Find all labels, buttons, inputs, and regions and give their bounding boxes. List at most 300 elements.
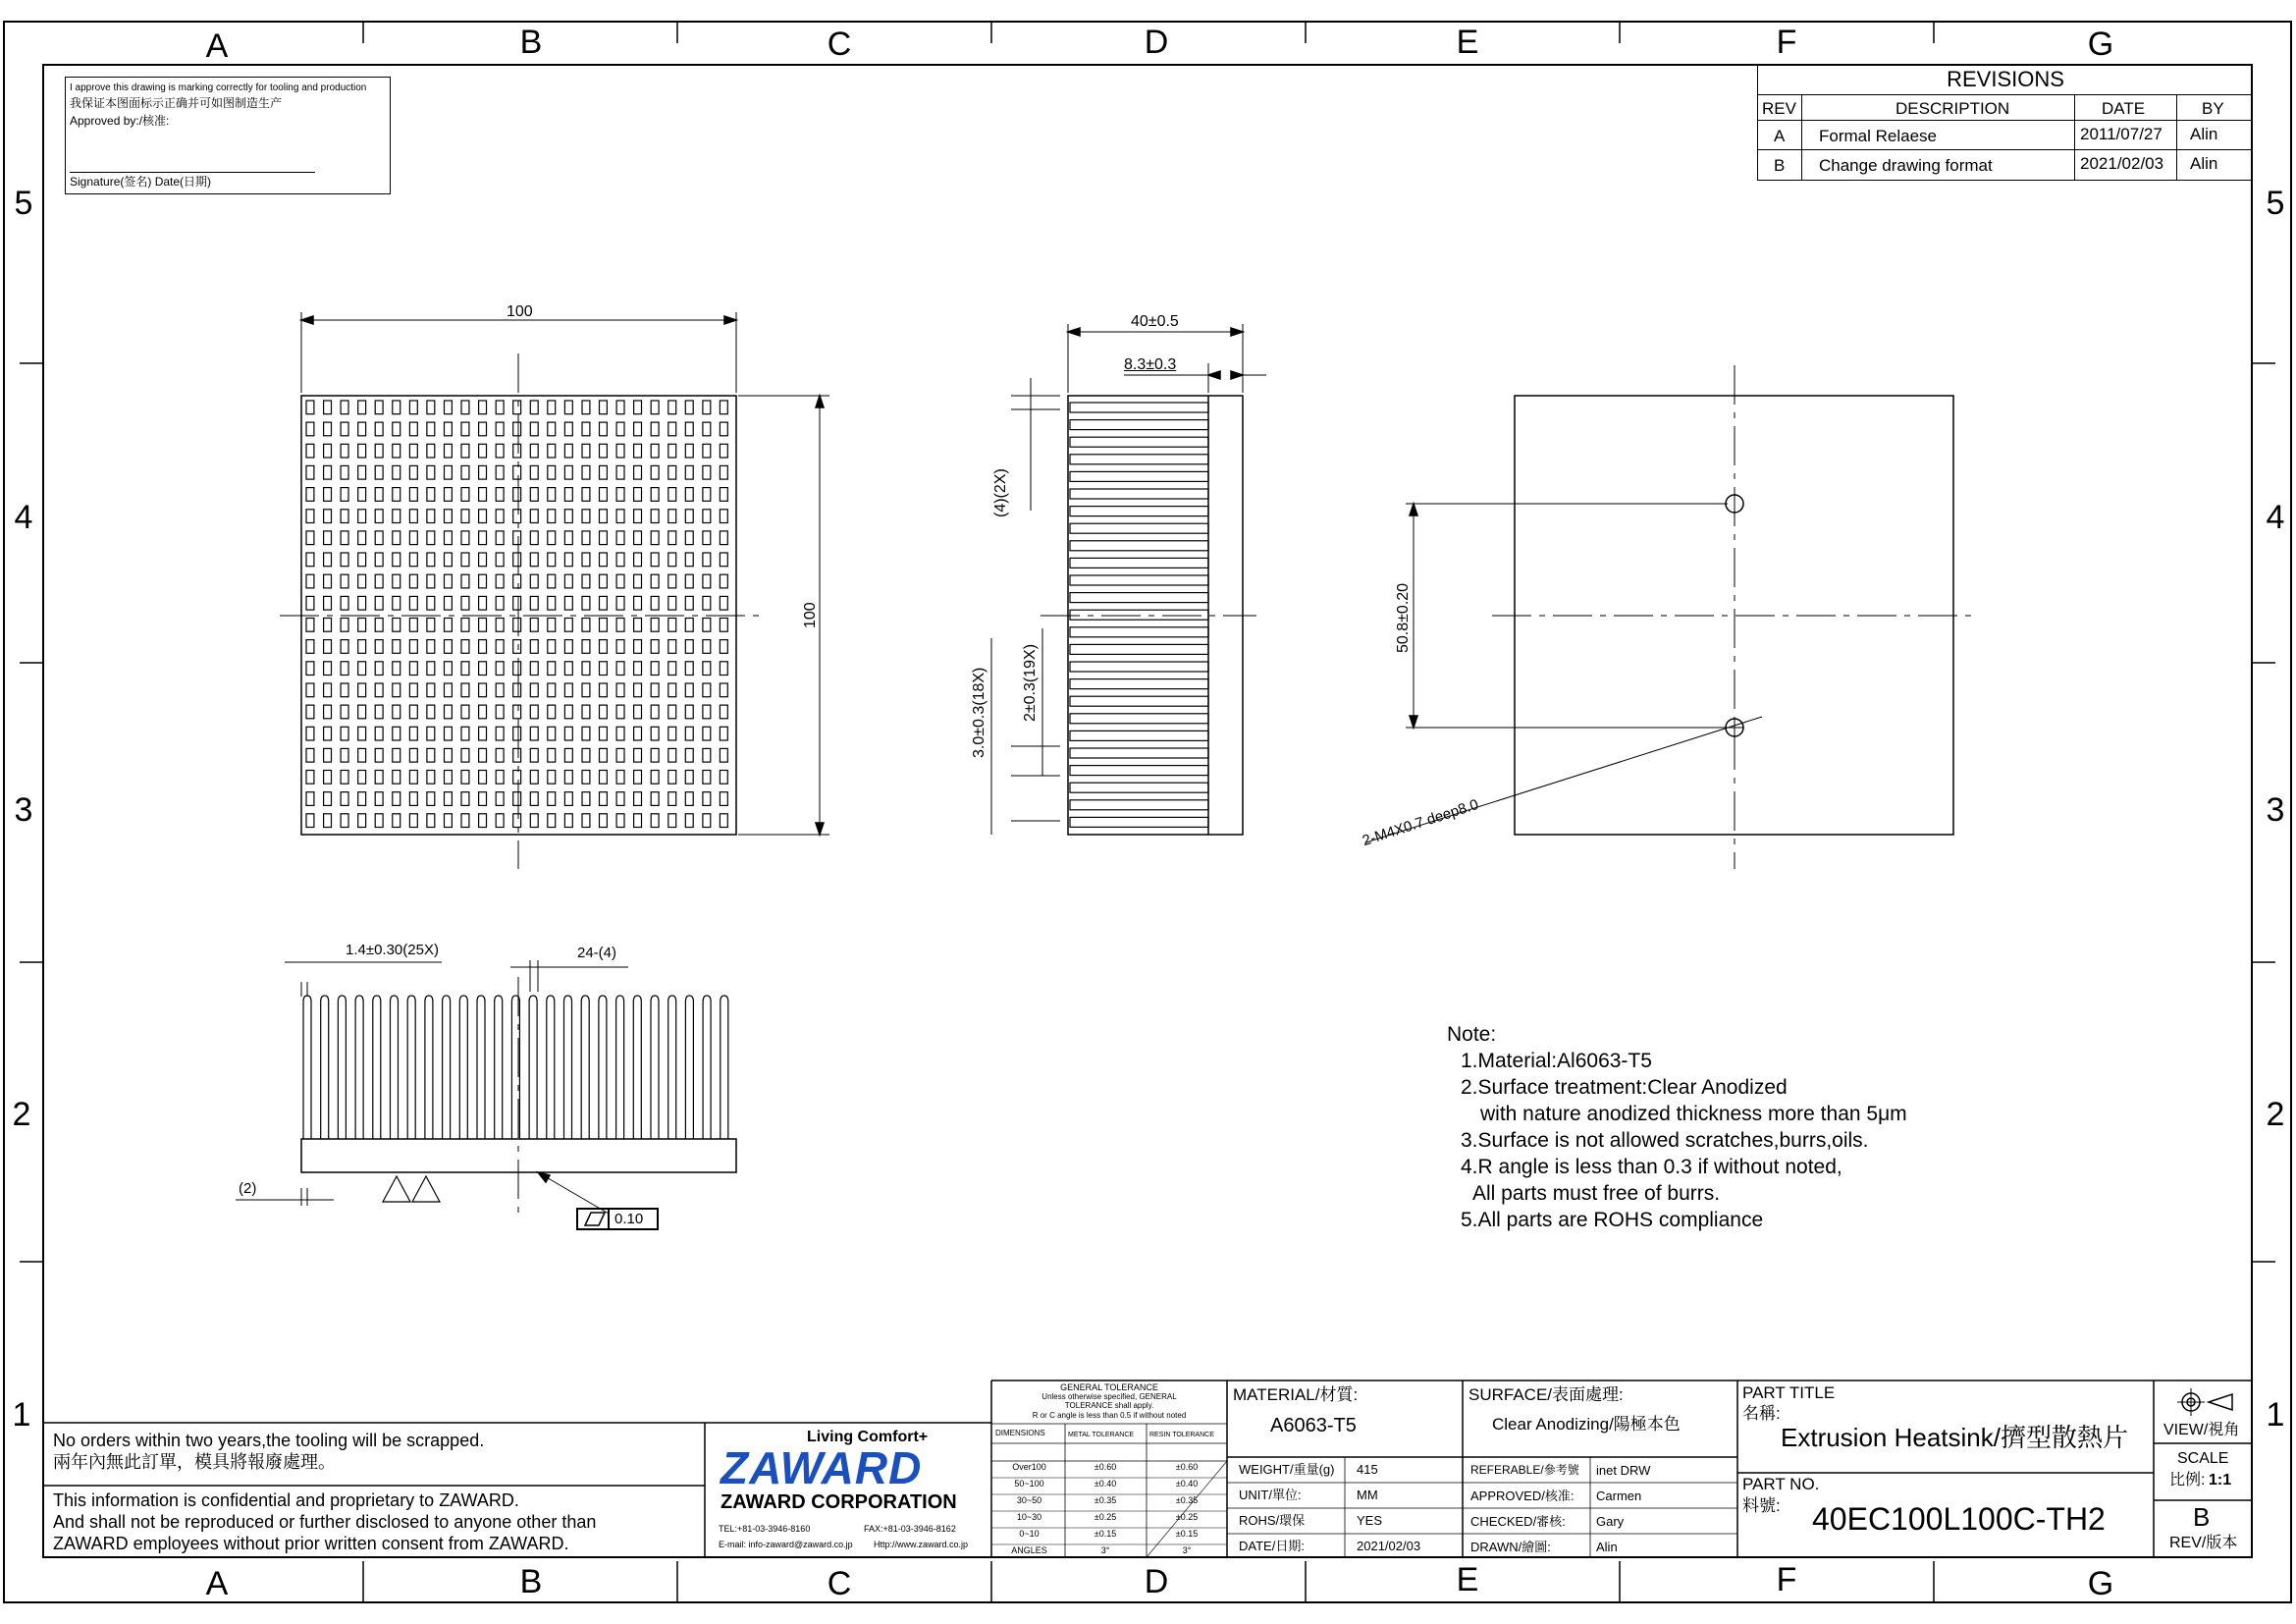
- fin-pin: [616, 401, 624, 414]
- scale-label: SCALE: [2177, 1450, 2229, 1467]
- fin-pin: [600, 748, 608, 762]
- fin-pin: [461, 510, 469, 523]
- fin-pin: [668, 683, 676, 697]
- fin-pin: [461, 640, 469, 654]
- fin-pin: [668, 596, 676, 610]
- fin-pin: [548, 683, 556, 697]
- dim-top-width: 100: [507, 303, 533, 320]
- fin-pin: [616, 792, 624, 806]
- zone-col-d-bottom: D: [1144, 1563, 1169, 1600]
- fin-pin: [651, 510, 659, 523]
- fin-pin: [306, 792, 314, 806]
- fin-pin: [651, 640, 659, 654]
- fin-pin: [341, 640, 348, 654]
- front-fin: [425, 996, 433, 1139]
- fin-pin: [548, 465, 556, 479]
- fin-pin: [358, 488, 366, 502]
- fin-pin: [651, 553, 659, 567]
- front-fin: [616, 996, 624, 1139]
- fin-pin: [324, 814, 332, 828]
- fin-pin: [306, 596, 314, 610]
- fin-pin: [306, 662, 314, 676]
- company-name: ZAWARD CORPORATION: [721, 1491, 957, 1513]
- fin-pin: [582, 422, 590, 436]
- fin-pin: [306, 510, 314, 523]
- fin-pin: [358, 553, 366, 567]
- front-fin: [495, 996, 503, 1139]
- fin-pin: [582, 683, 590, 697]
- fin-pin: [530, 401, 538, 414]
- fin-pin: [375, 619, 383, 632]
- fin-pin: [306, 422, 314, 436]
- fin-pin: [703, 640, 711, 654]
- company-slogan: Living Comfort+: [807, 1429, 929, 1445]
- fin-pin: [668, 748, 676, 762]
- fin-pin: [548, 705, 556, 719]
- fin-pin: [685, 792, 693, 806]
- fin-pin: [564, 814, 572, 828]
- fin-pin: [530, 662, 538, 676]
- side-fin: [1070, 783, 1208, 792]
- fin-pin: [358, 465, 366, 479]
- fin-pin: [427, 683, 435, 697]
- fin-pin: [530, 771, 538, 785]
- fin-pin: [513, 422, 521, 436]
- fin-pin: [600, 531, 608, 545]
- fin-pin: [324, 640, 332, 654]
- fin-pin: [616, 553, 624, 567]
- front-fin: [443, 996, 451, 1139]
- fin-pin: [564, 727, 572, 740]
- fin-pin: [461, 444, 469, 458]
- fin-pin: [409, 574, 417, 588]
- rev-label: REV/版本: [2169, 1535, 2238, 1551]
- fin-pin: [393, 748, 400, 762]
- tooling-notice-en: No orders within two years,the tooling will be scrapped.: [53, 1431, 485, 1450]
- fin-pin: [703, 574, 711, 588]
- fin-pin: [393, 619, 400, 632]
- fin-pin: [582, 510, 590, 523]
- fin-pin: [703, 619, 711, 632]
- fin-pin: [720, 531, 727, 545]
- zone-row-1: 1: [12, 1396, 31, 1434]
- fin-pin: [306, 465, 314, 479]
- fin-pin: [358, 705, 366, 719]
- fin-pin: [582, 792, 590, 806]
- fin-pin: [341, 619, 348, 632]
- fin-pin: [668, 553, 676, 567]
- fin-pin: [703, 531, 711, 545]
- referable-label: REFERABLE/參考號: [1470, 1463, 1579, 1477]
- fin-pin: [427, 619, 435, 632]
- side-fin: [1070, 489, 1208, 499]
- fin-pin: [393, 727, 400, 740]
- fin-pin: [496, 553, 504, 567]
- fin-pin: [634, 422, 642, 436]
- fin-pin: [651, 619, 659, 632]
- fin-pin: [600, 401, 608, 414]
- side-fin: [1070, 627, 1208, 637]
- fin-pin: [548, 814, 556, 828]
- fin-pin: [496, 444, 504, 458]
- fin-pin: [358, 792, 366, 806]
- fin-pin: [634, 683, 642, 697]
- zone-row-2: 2: [12, 1096, 31, 1133]
- fin-pin: [582, 619, 590, 632]
- front-fin: [651, 996, 659, 1139]
- fin-pin: [409, 510, 417, 523]
- fin-pin: [685, 488, 693, 502]
- fin-pin: [306, 488, 314, 502]
- fin-pin: [306, 574, 314, 588]
- fin-pin: [393, 705, 400, 719]
- tolerance-cell: 50~100: [1014, 1479, 1044, 1489]
- fin-pin: [358, 771, 366, 785]
- fin-pin: [651, 596, 659, 610]
- fin-pin: [564, 574, 572, 588]
- front-view: [236, 960, 736, 1214]
- fin-pin: [375, 574, 383, 588]
- fin-pin: [479, 748, 487, 762]
- fin-pin: [479, 531, 487, 545]
- fin-pin: [616, 465, 624, 479]
- fin-pin: [393, 553, 400, 567]
- zone-col-a-bottom: A: [205, 1565, 229, 1602]
- fin-pin: [393, 465, 400, 479]
- front-fin: [529, 996, 537, 1139]
- fin-pin: [720, 574, 727, 588]
- fin-pin: [341, 596, 348, 610]
- zone-row-5: 5: [14, 185, 33, 222]
- fin-pin: [306, 444, 314, 458]
- fin-pin: [513, 748, 521, 762]
- fin-pin: [479, 553, 487, 567]
- fin-pin: [582, 705, 590, 719]
- tolerance-sub2: TOLERANCE shall apply.: [1064, 1401, 1154, 1410]
- fin-pin: [634, 401, 642, 414]
- fin-pin: [324, 574, 332, 588]
- note-line-2: 2.Surface treatment:Clear Anodized: [1461, 1076, 1788, 1099]
- fin-pin: [685, 705, 693, 719]
- fin-pin: [479, 662, 487, 676]
- fin-pin: [616, 640, 624, 654]
- fin-pin: [427, 771, 435, 785]
- fin-pin: [324, 444, 332, 458]
- fin-pin: [582, 401, 590, 414]
- rev-b-description: Change drawing format: [1819, 156, 1993, 175]
- zone-row-1-right: 1: [2266, 1396, 2285, 1434]
- fin-pin: [445, 553, 453, 567]
- fin-pin: [393, 444, 400, 458]
- fin-pin: [651, 727, 659, 740]
- fin-pin: [703, 465, 711, 479]
- fin-pin: [616, 748, 624, 762]
- fin-pin: [703, 596, 711, 610]
- fin-pin: [703, 401, 711, 414]
- fin-pin: [409, 748, 417, 762]
- fin-pin: [445, 683, 453, 697]
- fin-pin: [668, 401, 676, 414]
- fin-pin: [548, 748, 556, 762]
- fin-pin: [409, 596, 417, 610]
- fin-pin: [479, 401, 487, 414]
- unit-label: UNIT/單位:: [1239, 1488, 1302, 1502]
- part-title-value: Extrusion Heatsink/擠型散熱片: [1781, 1423, 2128, 1452]
- fin-pin: [445, 792, 453, 806]
- fin-pin: [668, 619, 676, 632]
- fin-pin: [306, 553, 314, 567]
- fin-pin: [427, 488, 435, 502]
- side-fin: [1070, 523, 1208, 533]
- front-fin: [321, 996, 329, 1139]
- fin-pin: [668, 792, 676, 806]
- front-fin: [373, 996, 381, 1139]
- fin-pin: [341, 444, 348, 458]
- fin-pin: [324, 792, 332, 806]
- fin-pin: [461, 792, 469, 806]
- fin-pin: [720, 705, 727, 719]
- tolerance-cell: 3°: [1182, 1545, 1192, 1555]
- fin-pin: [445, 574, 453, 588]
- fin-pin: [409, 488, 417, 502]
- tolerance-cell: ±0.60: [1175, 1462, 1199, 1472]
- tolerance-cell: Over100: [1012, 1462, 1046, 1472]
- side-fin: [1070, 714, 1208, 724]
- fin-pin: [375, 792, 383, 806]
- fin-pin: [600, 814, 608, 828]
- fin-pin: [530, 705, 538, 719]
- fin-pin: [393, 401, 400, 414]
- fin-pin: [513, 727, 521, 740]
- fin-pin: [513, 792, 521, 806]
- zone-row-4-right: 4: [2266, 499, 2285, 536]
- rev-a-rev: A: [1774, 127, 1786, 145]
- fin-pin: [530, 683, 538, 697]
- fin-pin: [668, 465, 676, 479]
- side-fin: [1070, 593, 1208, 603]
- fin-pin: [496, 488, 504, 502]
- fin-pin: [479, 422, 487, 436]
- fin-pin: [461, 401, 469, 414]
- fin-pin: [358, 401, 366, 414]
- fin-pin: [461, 748, 469, 762]
- tolerance-cell: ±0.40: [1094, 1479, 1117, 1489]
- fin-pin: [582, 531, 590, 545]
- note-line-6: All parts must free of burrs.: [1472, 1182, 1721, 1205]
- fin-pin: [479, 596, 487, 610]
- fin-pin: [720, 444, 727, 458]
- zone-row-3-right: 3: [2266, 791, 2285, 829]
- fin-pin: [461, 727, 469, 740]
- revisions-table: [1757, 65, 2252, 181]
- fin-pin: [548, 640, 556, 654]
- dim-side-end: (4)(2X): [992, 468, 1009, 517]
- zone-col-d: D: [1144, 24, 1169, 61]
- fin-pin: [479, 771, 487, 785]
- fin-pin: [375, 553, 383, 567]
- fin-pin: [427, 574, 435, 588]
- fin-pin: [651, 444, 659, 458]
- fin-pin: [341, 465, 348, 479]
- fin-pin: [393, 596, 400, 610]
- side-fin: [1070, 471, 1208, 481]
- front-fin: [477, 996, 485, 1139]
- fin-pin: [685, 748, 693, 762]
- fin-pin: [685, 727, 693, 740]
- fin-pin: [548, 422, 556, 436]
- fin-pin: [703, 488, 711, 502]
- material-value: A6063-T5: [1270, 1415, 1357, 1436]
- fin-pin: [409, 792, 417, 806]
- fin-pin: [685, 619, 693, 632]
- fin-pin: [616, 596, 624, 610]
- fin-pin: [634, 531, 642, 545]
- fin-pin: [720, 422, 727, 436]
- fin-pin: [616, 705, 624, 719]
- fin-pin: [513, 683, 521, 697]
- fin-pin: [703, 444, 711, 458]
- fin-pin: [461, 596, 469, 610]
- fin-pin: [720, 683, 727, 697]
- fin-pin: [445, 662, 453, 676]
- fin-pin: [375, 727, 383, 740]
- tolerance-cell: ±0.15: [1094, 1529, 1117, 1539]
- fin-pin: [703, 748, 711, 762]
- tolerance-cell: ANGLES: [1011, 1545, 1047, 1555]
- approved-value: Carmen: [1596, 1489, 1642, 1503]
- fin-pin: [548, 619, 556, 632]
- fin-pin: [375, 596, 383, 610]
- dim-hole-callout: 2-M4X0.7 deep8.0: [1360, 795, 1481, 850]
- fin-pin: [720, 662, 727, 676]
- approval-line2: 我保证本图面标示正确并可如图制造生产: [70, 96, 283, 110]
- fin-pin: [600, 727, 608, 740]
- fin-pin: [668, 705, 676, 719]
- fin-pin: [600, 705, 608, 719]
- rev-b-by: Alin: [2190, 154, 2218, 173]
- fin-pin: [703, 662, 711, 676]
- zone-col-b-bottom: B: [519, 1563, 543, 1600]
- fin-pin: [358, 748, 366, 762]
- fin-pin: [651, 705, 659, 719]
- fin-pin: [548, 574, 556, 588]
- zone-col-b: B: [519, 24, 543, 61]
- fin-pin: [479, 574, 487, 588]
- fin-pin: [582, 596, 590, 610]
- fin-pin: [324, 596, 332, 610]
- zone-col-g: G: [2087, 26, 2114, 63]
- fin-pin: [324, 771, 332, 785]
- front-fin: [668, 996, 676, 1139]
- fin-pin: [703, 422, 711, 436]
- zone-row-2-right: 2: [2266, 1096, 2285, 1133]
- fin-pin: [668, 640, 676, 654]
- fin-pin: [600, 683, 608, 697]
- approval-line3: Approved by:/核准:: [70, 114, 170, 128]
- notes-title: Note:: [1447, 1023, 1497, 1046]
- fin-pin: [427, 444, 435, 458]
- fin-pin: [530, 510, 538, 523]
- notes: [1447, 1021, 1907, 1233]
- fin-pin: [703, 553, 711, 567]
- front-fin: [599, 996, 607, 1139]
- fin-pin: [530, 727, 538, 740]
- fin-pin: [582, 574, 590, 588]
- fin-pin: [375, 814, 383, 828]
- fin-pin: [341, 553, 348, 567]
- fin-pin: [358, 727, 366, 740]
- fin-pin: [582, 814, 590, 828]
- fin-pin: [461, 662, 469, 676]
- tolerance-cell: ±0.25: [1175, 1512, 1199, 1522]
- fin-pin: [324, 553, 332, 567]
- fin-pin: [306, 683, 314, 697]
- fin-pin: [703, 727, 711, 740]
- fin-pin: [461, 705, 469, 719]
- fin-pin: [409, 640, 417, 654]
- surface-value: Clear Anodizing/陽極本色: [1492, 1415, 1681, 1434]
- fin-pin: [445, 727, 453, 740]
- fin-pin: [496, 748, 504, 762]
- fin-pin: [513, 771, 521, 785]
- fin-pin: [375, 705, 383, 719]
- dim-fin-gap: 24-(4): [577, 945, 617, 961]
- fin-pin: [564, 771, 572, 785]
- rev-a-by: Alin: [2190, 125, 2218, 143]
- fin-pin: [324, 422, 332, 436]
- fin-pin: [513, 596, 521, 610]
- tolerance-cell: ±0.60: [1094, 1462, 1117, 1472]
- fin-pin: [393, 792, 400, 806]
- company-logo: ZAWARD: [721, 1442, 923, 1493]
- fin-pin: [634, 510, 642, 523]
- fin-pin: [634, 488, 642, 502]
- fin-pin: [375, 465, 383, 479]
- fin-pin: [496, 792, 504, 806]
- side-fin: [1070, 437, 1208, 447]
- side-fin: [1070, 696, 1208, 706]
- fin-pin: [496, 596, 504, 610]
- front-fin: [547, 996, 555, 1139]
- fin-pin: [651, 401, 659, 414]
- fin-pin: [685, 814, 693, 828]
- fin-pin: [393, 771, 400, 785]
- fin-pin: [530, 596, 538, 610]
- fin-pin: [600, 792, 608, 806]
- tolerance-cell: 10~30: [1016, 1512, 1042, 1522]
- fin-pin: [651, 814, 659, 828]
- fin-pin: [582, 748, 590, 762]
- revisions-title: REVISIONS: [1947, 67, 2064, 91]
- date-label: DATE/日期:: [1239, 1539, 1305, 1553]
- fin-pin: [409, 531, 417, 545]
- dim-top-height: 100: [802, 602, 819, 628]
- top-view: [280, 312, 829, 869]
- note-line-1: 1.Material:Al6063-T5: [1461, 1050, 1652, 1072]
- tolerance-title: GENERAL TOLERANCE: [1060, 1382, 1158, 1392]
- fin-pin: [358, 814, 366, 828]
- fin-pin: [427, 748, 435, 762]
- fin-pin: [651, 488, 659, 502]
- front-fin: [338, 996, 346, 1139]
- fin-pin: [427, 465, 435, 479]
- fin-pin: [393, 814, 400, 828]
- fin-pin: [324, 748, 332, 762]
- fin-pin: [651, 574, 659, 588]
- fin-pin: [358, 531, 366, 545]
- fin-pin: [427, 510, 435, 523]
- fin-pin: [651, 531, 659, 545]
